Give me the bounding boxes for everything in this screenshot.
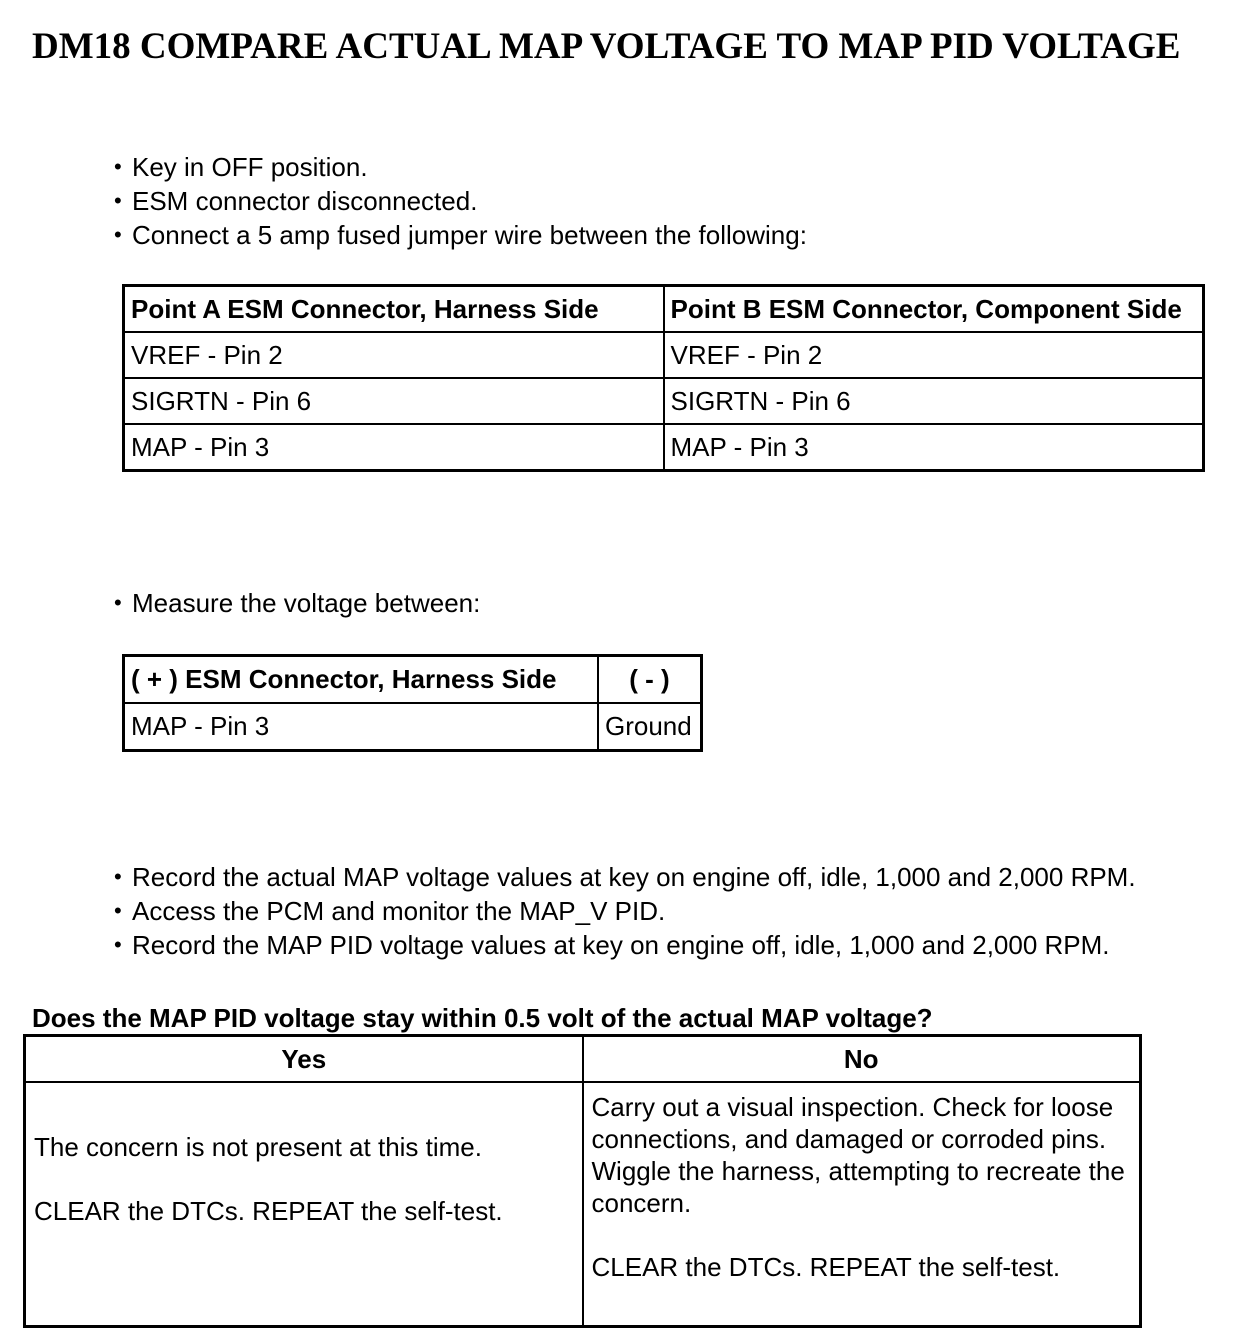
table-row (124, 378, 1204, 424)
table-row (124, 703, 702, 751)
list-item: • Connect a 5 amp fused jumper wire between the following: (114, 218, 807, 252)
list-item: • Access the PCM and monitor the MAP_V PID. (114, 894, 1136, 928)
table-cell: MAP - Pin 3 (124, 703, 599, 751)
table-cell: SIGRTN - Pin 6 (124, 378, 664, 424)
table-cell: VREF - Pin 2 (664, 332, 1204, 378)
step-list-3 (114, 860, 1136, 962)
no-action: CLEAR the DTCs. REPEAT the self-test. (591, 1252, 1061, 1282)
table-cell: VREF - Pin 2 (124, 332, 664, 378)
list-item: • Record the MAP PID voltage values at key on engine off, idle, 1,000 and 2,000 RPM. (114, 928, 1136, 962)
table-cell: MAP - Pin 3 (124, 424, 664, 471)
no-cell (583, 1082, 1141, 1327)
yes-cell (25, 1082, 583, 1327)
table-cell: Ground (598, 703, 702, 751)
table-cell: SIGRTN - Pin 6 (664, 378, 1204, 424)
table-cell: MAP - Pin 3 (664, 424, 1204, 471)
jumper-table (122, 284, 1205, 472)
step-list-1 (114, 150, 807, 252)
no-text: Carry out a visual inspection. Check for loose connections, and damaged or corroded pins. Wiggle the harness, attempting to recreate the concern. (591, 1092, 1125, 1218)
decision-table (23, 1034, 1142, 1328)
table-header: ( + ) ESM Connector, Harness Side (124, 656, 599, 704)
yes-text: The concern is not present at this time. (34, 1132, 482, 1162)
table-header: Point A ESM Connector, Harness Side (124, 286, 664, 333)
list-item: • Record the actual MAP voltage values at key on engine off, idle, 1,000 and 2,000 RPM. (114, 860, 1136, 894)
yes-action: CLEAR the DTCs. REPEAT the self-test. (34, 1196, 503, 1226)
measure-table (122, 654, 703, 752)
list-item: • Key in OFF position. (114, 150, 807, 184)
table-row (25, 1082, 1141, 1327)
question-text: Does the MAP PID voltage stay within 0.5 volt of the actual MAP voltage? (32, 1003, 933, 1033)
table-header: ( - ) (598, 656, 702, 704)
table-header-row (124, 286, 1204, 333)
no-header: No (583, 1036, 1141, 1083)
table-header: Point B ESM Connector, Component Side (664, 286, 1204, 333)
list-item: • Measure the voltage between: (114, 586, 480, 620)
yes-header: Yes (25, 1036, 583, 1083)
table-row (124, 424, 1204, 471)
list-item: • ESM connector disconnected. (114, 184, 807, 218)
table-header-row (25, 1036, 1141, 1083)
table-header-row (124, 656, 702, 704)
step-list-2 (114, 586, 480, 620)
page-title: DM18 COMPARE ACTUAL MAP VOLTAGE TO MAP PID VOLTAGE (32, 26, 1181, 67)
table-row (124, 332, 1204, 378)
